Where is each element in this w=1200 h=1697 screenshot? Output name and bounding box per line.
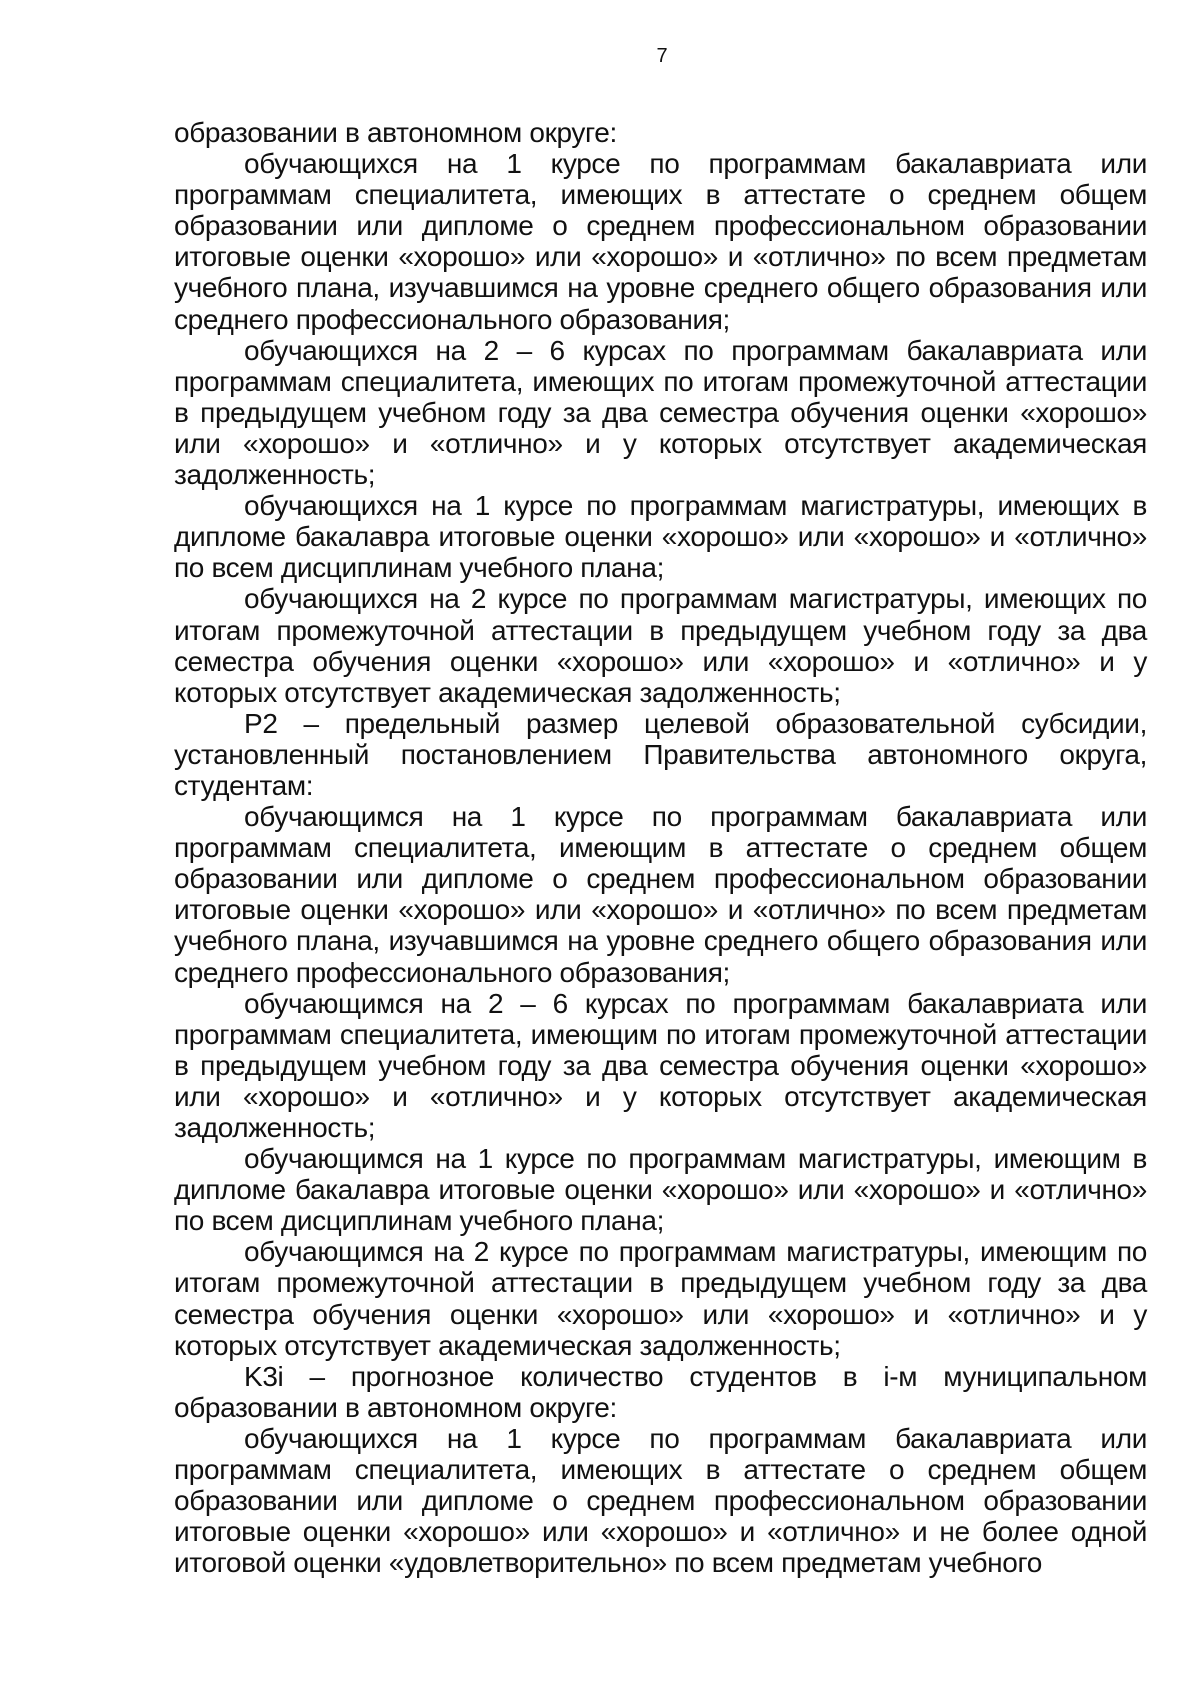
paragraph-first-year-bachelor: обучающихся на 1 курсе по программам бакалавриата или программам специалитета, имеющих в аттестате о среднем общем образовании или дипломе о среднем профессиональном образовании итоговые оценки «хорошо» или «хорошо» и «отлично» по всем предметам учебного плана, изучавшимся на уровне среднего общего образования или среднего профессионального образования; bbox=[174, 148, 1147, 335]
paragraph-k3i-definition: K3i – прогнозное количество студентов в i-м муниципальном образовании в автономном округе: bbox=[174, 1360, 1147, 1423]
paragraph-k3i-first-year-bachelor: обучающихся на 1 курсе по программам бакалавриата или программам специалитета, имеющих в аттестате о среднем общем образовании или дипломе о среднем профессиональном образовании итоговые оценки «хорошо» или «хорошо» и «отлично» и не более одной итоговой оценки «удовлетворительно» по всем предметам учебного bbox=[174, 1422, 1147, 1579]
paragraph-2-6-year-bachelor: обучающихся на 2 – 6 курсах по программам бакалавриата или программам специалитета, имеющих по итогам промежуточной аттестации в предыдущем учебном году за два семестра обучения оценки «хорошо» или «хорошо» и «отлично» и у которых отсутствует академическая задолженность; bbox=[174, 334, 1147, 491]
document-body bbox=[174, 117, 1147, 1578]
paragraph-p2-second-year-master: обучающимся на 2 курсе по программам магистратуры, имеющим по итогам промежуточной аттестации в предыдущем учебном году за два семестра обучения оценки «хорошо» или «хорошо» и «отлично» и у которых отсутствует академическая задолженность; bbox=[174, 1236, 1147, 1361]
paragraph-p2-first-year-bachelor: обучающимся на 1 курсе по программам бакалавриата или программам специалитета, имеющим в аттестате о среднем общем образовании или дипломе о среднем профессиональном образовании итоговые оценки «хорошо» или «хорошо» и «отлично» по всем предметам учебного плана, изучавшимся на уровне среднего общего образования или среднего профессионального образования; bbox=[174, 801, 1147, 988]
paragraph-p2-first-year-master: обучающимся на 1 курсе по программам магистратуры, имеющим в дипломе бакалавра итоговые оценки «хорошо» или «хорошо» и «отлично» по всем дисциплинам учебного плана; bbox=[174, 1143, 1147, 1237]
paragraph-second-year-master: обучающихся на 2 курсе по программам магистратуры, имеющих по итогам промежуточной аттестации в предыдущем учебном году за два семестра обучения оценки «хорошо» или «хорошо» и «отлично» и у которых отсутствует академическая задолженность; bbox=[174, 583, 1147, 708]
paragraph-p2-2-6-year-bachelor: обучающимся на 2 – 6 курсах по программам бакалавриата или программам специалитета, имеющим по итогам промежуточной аттестации в предыдущем учебном году за два семестра обучения оценки «хорошо» или «хорошо» и «отлично» и у которых отсутствует академическая задолженность; bbox=[174, 987, 1147, 1143]
paragraph-continuation: образовании в автономном округе: bbox=[174, 117, 617, 148]
paragraph-first-year-master: обучающихся на 1 курсе по программам магистратуры, имеющих в дипломе бакалавра итоговые оценки «хорошо» или «хорошо» и «отлично» по всем дисциплинам учебного плана; bbox=[174, 490, 1147, 584]
page-number: 7 bbox=[656, 45, 668, 67]
paragraph-p2-definition: P2 – предельный размер целевой образовательной субсидии, установленный постановлением Правительства автономного округа, студентам: bbox=[174, 707, 1147, 801]
